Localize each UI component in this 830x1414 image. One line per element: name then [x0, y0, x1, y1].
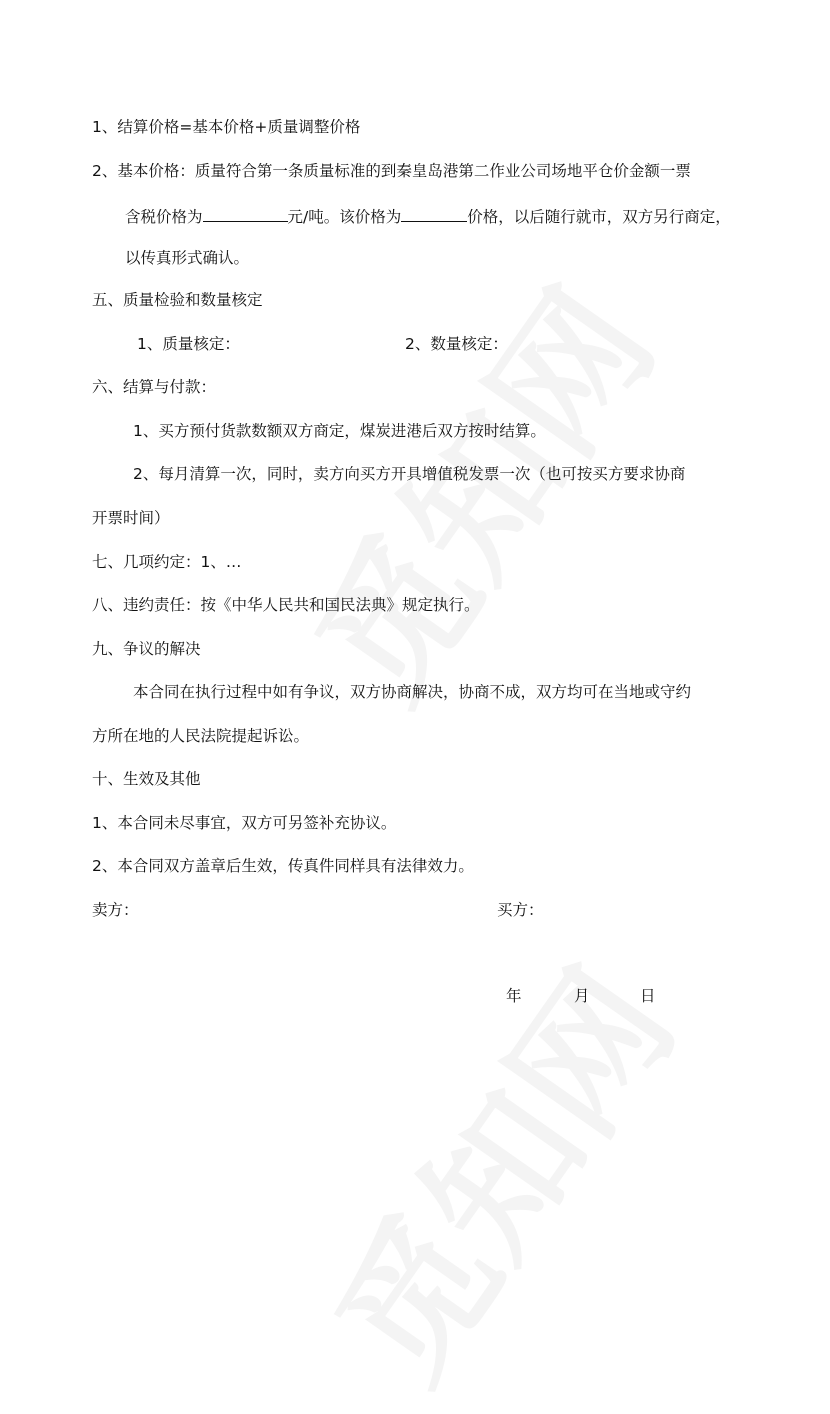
text: 元/吨。该价格为 — [287, 208, 402, 226]
seller-signature-label: 卖方： — [92, 901, 139, 919]
base-price-line: 2、基本价格：质量符合第一条质量标准的到秦皇岛港第二作业公司场地平仓价金额一票 — [92, 162, 691, 180]
buyer-signature-label: 买方： — [497, 901, 544, 919]
dispute-clause: 本合同在执行过程中如有争议，双方协商解决，协商不成，双方均可在当地或守约 — [133, 683, 692, 701]
date-day-label: 日 — [640, 987, 656, 1005]
settlement-price-formula: 1、结算价格=基本价格+质量调整价格 — [92, 118, 361, 136]
price-type-blank[interactable] — [401, 205, 467, 222]
section-6-heading: 六、结算与付款： — [92, 378, 217, 396]
tax-price-line — [125, 205, 731, 227]
quality-check-label: 1、质量核定： — [137, 335, 240, 353]
text: 含税价格为 — [125, 208, 203, 226]
date-month-label: 月 — [574, 987, 590, 1005]
watermark — [257, 242, 692, 735]
section-8-heading: 八、违约责任：按《中华人民共和国民法典》规定执行。 — [92, 596, 480, 614]
monthly-settlement-cont: 开票时间） — [92, 509, 170, 527]
price-blank[interactable] — [203, 205, 288, 222]
fax-confirm-line: 以传真形式确认。 — [125, 249, 250, 267]
date-year-label: 年 — [506, 987, 522, 1005]
monthly-settlement-clause: 2、每月清算一次，同时，卖方向买方开具增值税发票一次（也可按买方要求协商 — [133, 465, 686, 483]
section-9-heading: 九、争议的解决 — [92, 640, 201, 658]
section-5-heading: 五、质量检验和数量核定 — [92, 291, 263, 309]
section-10-heading: 十、生效及其他 — [92, 770, 201, 788]
quantity-check-label: 2、数量核定： — [405, 335, 508, 353]
section-7-heading: 七、几项约定：1、… — [92, 553, 242, 571]
text: 价格，以后随行就市，双方另行商定， — [467, 208, 731, 226]
prepayment-clause: 1、买方预付货款数额双方商定，煤炭进港后双方按时结算。 — [133, 422, 546, 440]
dispute-clause-cont: 方所在地的人民法院提起诉讼。 — [92, 727, 310, 745]
supplement-clause: 1、本合同未尽事宜，双方可另签补充协议。 — [92, 814, 397, 832]
effect-clause: 2、本合同双方盖章后生效，传真件同样具有法律效力。 — [92, 857, 474, 875]
